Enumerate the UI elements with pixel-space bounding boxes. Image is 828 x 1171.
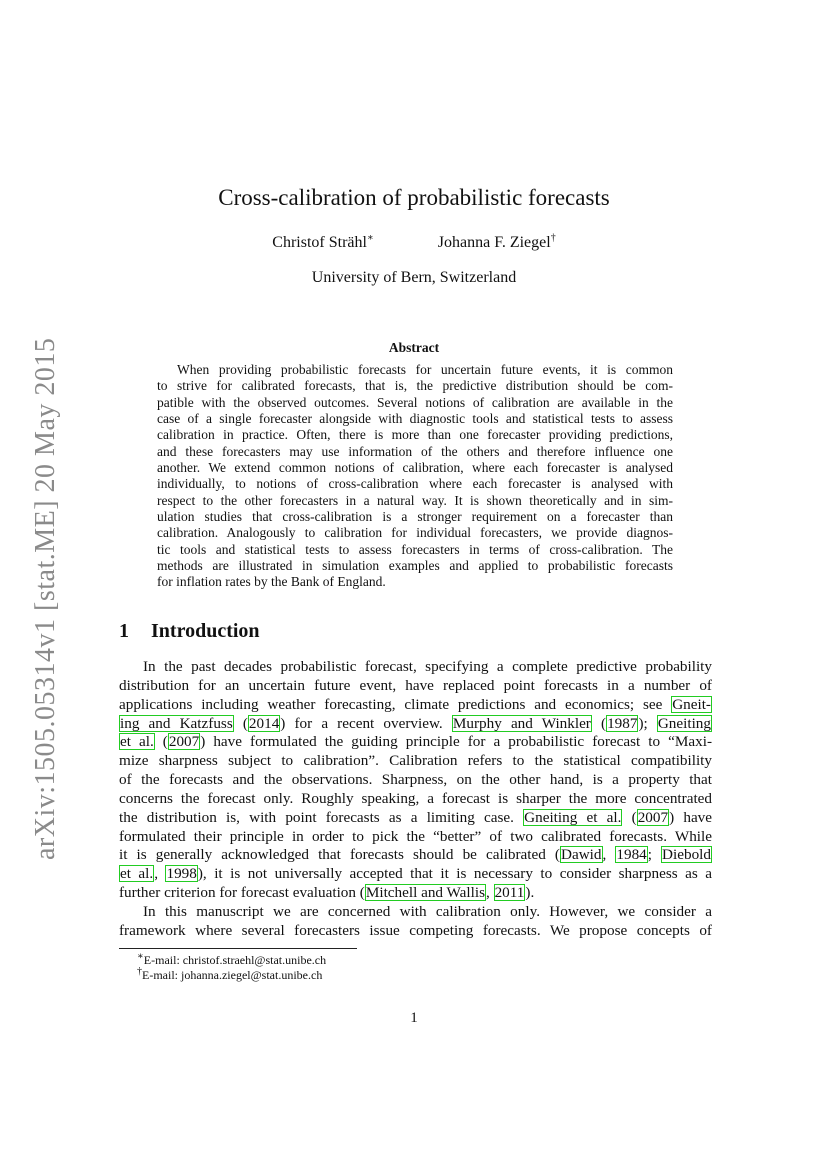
intro-line: concerns the forecast only. Roughly speaking, a forecast is sharper the more concentrated [119, 789, 712, 807]
intro-line: framework where several forecasters issue competing forecasts. We propose concepts of [119, 921, 712, 939]
citation-link-mitchell-wallis[interactable]: Mitchell and Wallis [365, 884, 485, 902]
abstract-line: individually, to notions of cross-calibration where each forecaster is analysed with [157, 476, 673, 492]
footnote-1-text: E-mail: christof.straehl@stat.unibe.ch [143, 953, 327, 967]
section-number: 1 [119, 620, 129, 642]
intro-text: for a recent overview. [294, 714, 443, 732]
introduction-body [119, 658, 712, 941]
citation-link-gneiting-katzfuss[interactable]: Gneit- [672, 695, 711, 713]
section-title: Introduction [151, 620, 260, 642]
abstract-heading: Abstract [388, 340, 440, 355]
citation-link-murphy-winkler[interactable]: Murphy and Winkler [452, 714, 591, 732]
abstract-line: calibration. Analogously to calibration for individual forecasters, we provide diagnos- [157, 525, 673, 541]
intro-text: have formulated the guiding principle for a probabilistic forecast to “Maxi- [213, 733, 712, 751]
author-1 [272, 234, 373, 252]
citation-link-diebold[interactable]: et al. [120, 865, 154, 883]
page-number: 1 [410, 1010, 418, 1026]
intro-line: et al., 1998), it is not universally accepted that it is necessary to consider sharpness as a [120, 865, 713, 883]
author-2-footnote-mark[interactable]: † [550, 232, 556, 244]
citation-link-diebold[interactable]: Diebold [662, 846, 711, 864]
section-heading [119, 620, 260, 643]
author-1-name: Christof Strähl [272, 234, 367, 251]
intro-line [119, 696, 712, 715]
intro-text: the distribution is, with point forecasts as a limiting case. [119, 808, 514, 826]
footnote-2-mark: † [137, 965, 142, 977]
citation-year-link[interactable]: 2007 [637, 808, 669, 826]
footnote-1-mark: ∗ [137, 951, 144, 962]
citation-year-link[interactable]: 2011 [494, 884, 525, 902]
author-2 [438, 234, 556, 252]
citation-year-link[interactable]: 2014 [248, 714, 280, 732]
citation-link-gneiting-katzfuss[interactable]: ing and Katzfuss [120, 714, 233, 732]
citation-year-link[interactable]: 1987 [607, 714, 638, 732]
footnote-2 [137, 965, 326, 983]
citation-link-gneiting-et-al[interactable]: et al. [120, 733, 154, 751]
intro-text: have [683, 808, 713, 826]
abstract-line: respect to the other forecasters in a natural way. It is shown theoretically and in sim- [157, 492, 673, 508]
abstract-line: tic tools and statistical tests to assess forecasters in terms of cross-calibration. The [157, 541, 673, 557]
footnote-1 [137, 953, 326, 968]
intro-text: further criterion for forecast evaluation [119, 884, 356, 902]
abstract-body [157, 362, 673, 591]
author-2-name: Johanna F. Ziegel [437, 234, 551, 251]
footnote-divider [119, 948, 357, 949]
intro-line: the distribution is, with point forecasts as a limiting case. Gneiting et al. (2007) have [119, 808, 713, 826]
footnote-2-text: E-mail: johanna.ziegel@stat.unibe.ch [142, 967, 323, 982]
abstract-line: and these forecasters may use information of the others and therefore influence one [157, 443, 673, 459]
intro-line: further criterion for forecast evaluation (Mitchell and Wallis, 2011). [119, 884, 535, 902]
author-1-footnote-mark[interactable]: ∗ [366, 232, 374, 244]
abstract-line: to strive for calibrated forecasts, that is, the predictive distribution should be com- [157, 378, 673, 394]
abstract-line: another. We extend common notions of calibration, where each forecaster is analysed [157, 460, 673, 476]
citation-year-link[interactable]: 2007 [168, 733, 200, 751]
intro-text: ), it is not universally accepted that it is necessary to consider sharpness as a [197, 865, 713, 883]
intro-line: ing and Katzfuss (2014) for a recent overview. Murphy and Winkler (1987); Gneiting [120, 714, 711, 732]
abstract-line: When providing probabilistic forecasts for uncertain future events, it is common [177, 362, 673, 377]
intro-text: applications including weather forecasting, climate predictions and economics; see [119, 695, 663, 713]
intro-line: In this manuscript we are concerned with calibration only. However, we consider a [143, 902, 712, 920]
abstract-line: for inflation rates by the Bank of England. [157, 574, 386, 590]
arxiv-identifier-stamp: arXiv:1505.05314v1 [stat.ME] 20 May 2015 [30, 337, 61, 860]
citation-year-link[interactable]: 1984 [616, 846, 647, 864]
citation-link-gneiting-et-al[interactable]: Gneiting [657, 714, 711, 732]
intro-line: formulated their principle in order to pick the “better” of two calibrated forecasts. While [119, 827, 712, 845]
intro-line: of the forecasts and the observations. Sharpness, on the other hand, is a property that [119, 771, 712, 789]
intro-line: In the past decades probabilistic forecast, specifying a complete predictive probability [143, 658, 712, 675]
abstract-line: case of a single forecaster alongside with diagnostic tools and statistical tests to assess [157, 411, 673, 427]
abstract-line: methods are illustrated in simulation examples and applied to probabilistic forecasts [157, 558, 673, 574]
citation-link-gneiting-et-al[interactable]: Gneiting et al. [524, 808, 622, 826]
intro-line: distribution for an uncertain future event, have replaced point forecasts in a number of [119, 676, 712, 694]
abstract-line: ulation studies that cross-calibration is a stronger requirement on a forecaster than [157, 509, 673, 525]
author-list [0, 234, 828, 252]
intro-line: it is generally acknowledged that forecasts should be calibrated (Dawid, 1984; Diebold [119, 846, 711, 864]
intro-text: it is generally acknowledged that forecasts should be calibrated [119, 846, 546, 864]
footnotes [137, 953, 326, 982]
paper-title: Cross-calibration of probabilistic forecasts [218, 185, 610, 210]
citation-year-link[interactable]: 1998 [166, 865, 197, 883]
intro-line: et al. (2007) have formulated the guiding principle for a probabilistic forecast to “Maxi- [120, 733, 712, 751]
abstract-line: patible with the observed outcomes. Several notions of calibration are available in the [157, 394, 673, 410]
abstract-line: calibration in practice. Often, there is more than one forecaster providing predictions, [157, 427, 673, 443]
affiliation: University of Bern, Switzerland [311, 269, 517, 286]
citation-link-dawid[interactable]: Dawid [561, 846, 602, 864]
intro-line: mize sharpness subject to calibration”. Calibration refers to the statistical compatibility [119, 752, 712, 770]
